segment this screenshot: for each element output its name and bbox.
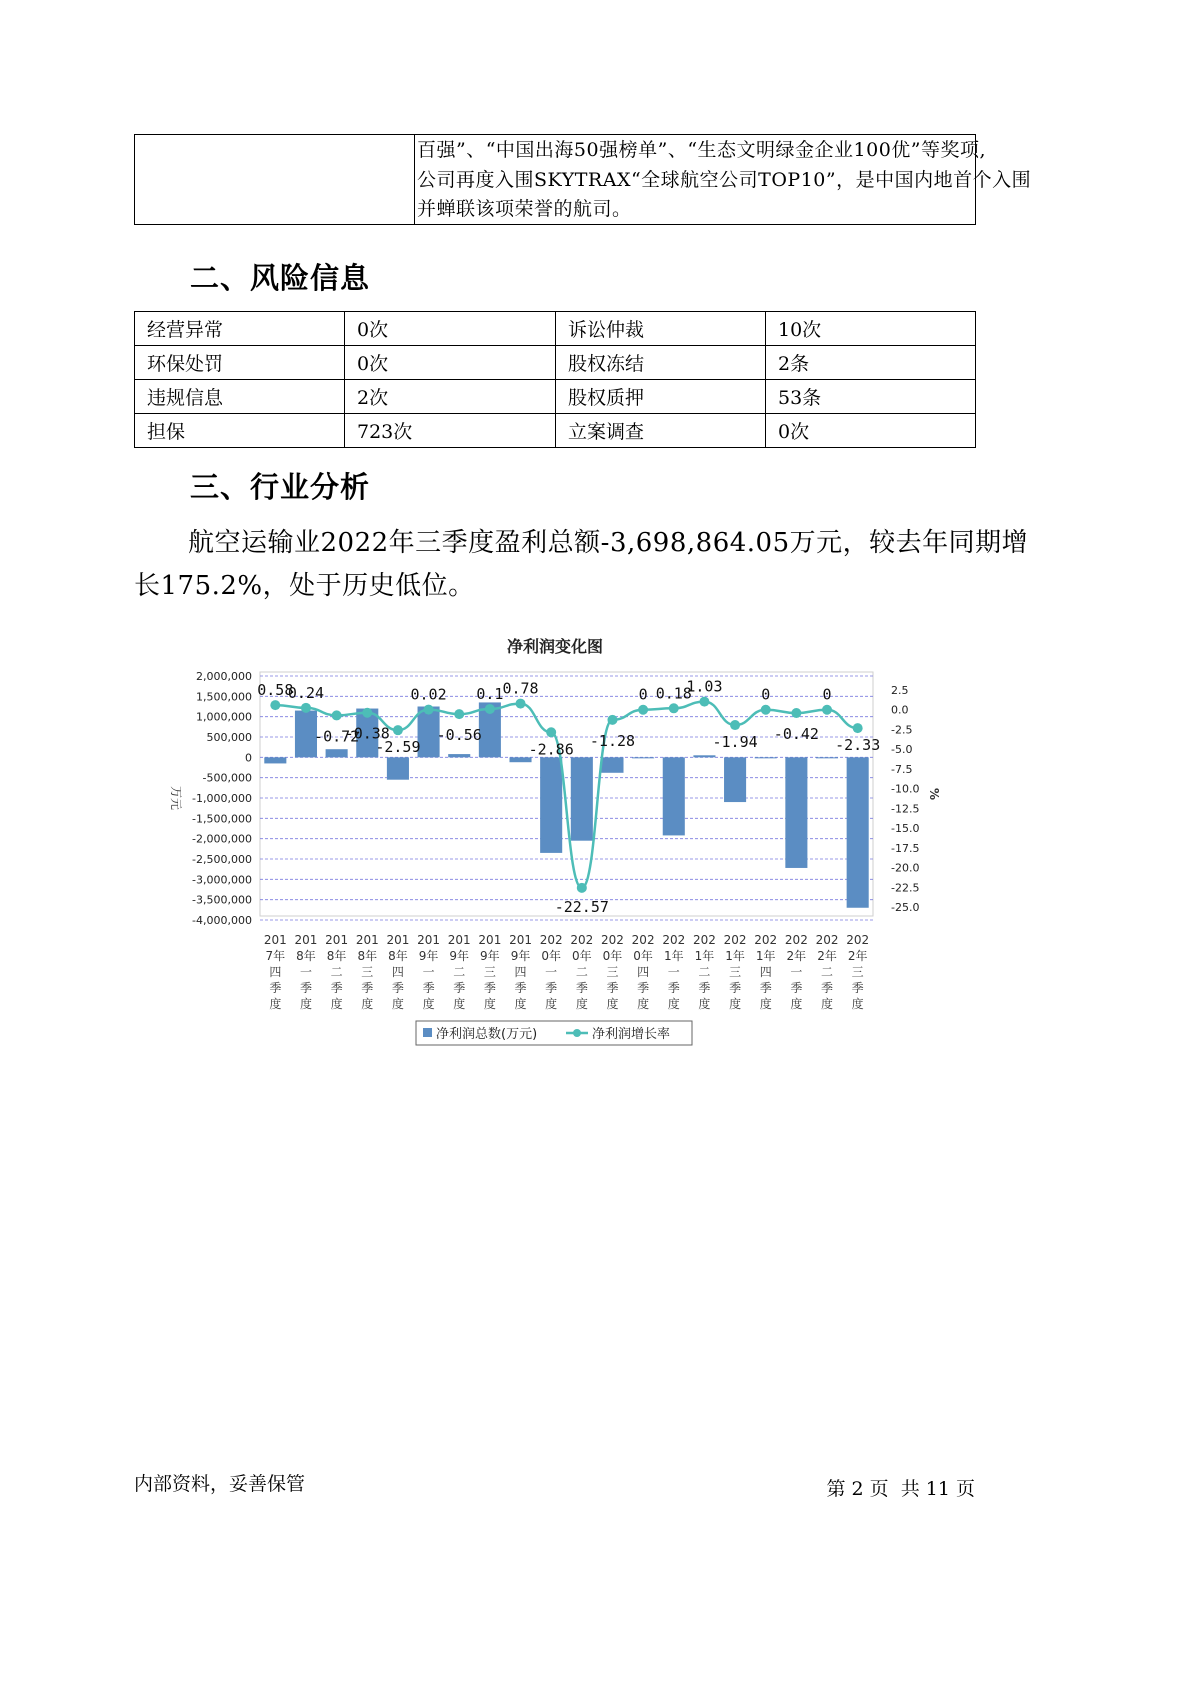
x-tick-label-line: 四 <box>637 965 650 979</box>
x-tick-label-line: 季 <box>790 981 803 995</box>
x-tick-label-line: 度 <box>821 997 834 1011</box>
x-tick-label-line: 度 <box>851 997 864 1011</box>
y2-axis-label: % <box>927 787 941 801</box>
y-tick-label: -2,000,000 <box>192 832 252 846</box>
x-tick-label-line: 季 <box>391 981 404 995</box>
line-data-label: 0 <box>822 685 832 704</box>
x-tick-label <box>540 933 563 1011</box>
x-tick-label <box>417 933 440 1011</box>
line-data-label: 0 <box>761 685 771 704</box>
bar <box>663 757 685 835</box>
bar <box>785 757 807 868</box>
line-data-label: -0.56 <box>436 726 482 745</box>
y2-tick-label: -17.5 <box>891 841 920 855</box>
x-tick-label <box>693 933 716 1011</box>
x-tick-label-line: 8年 <box>388 949 408 963</box>
line-data-label: 0.24 <box>287 683 325 702</box>
x-tick-label-line: 季 <box>698 981 711 995</box>
line-data-label: -2.86 <box>528 740 574 759</box>
y-tick-label: -3,500,000 <box>192 893 252 907</box>
x-tick-label-line: 季 <box>422 981 435 995</box>
risk-label: 经营异常 <box>135 312 345 346</box>
x-tick-label-line: 三 <box>606 965 619 979</box>
line-point <box>546 727 556 737</box>
y2-tick-label: 0.0 <box>891 703 909 717</box>
x-tick-label-line: 202 <box>539 933 563 947</box>
bar <box>755 757 777 758</box>
x-tick-label <box>632 933 655 1011</box>
y-tick-label: 2,000,000 <box>196 670 252 683</box>
footer-page-number: 第 2 页 共 11 页 <box>826 1478 975 1500</box>
x-tick-label-line: 度 <box>545 997 558 1011</box>
chart-legend <box>416 1021 692 1045</box>
x-tick-label <box>264 933 287 1011</box>
line-data-label: -0.38 <box>344 724 390 743</box>
y-tick-label: -3,000,000 <box>192 873 252 887</box>
x-tick-label-line: 三 <box>483 965 496 979</box>
line-point <box>853 723 863 733</box>
legend-bar-swatch <box>423 1028 432 1037</box>
plot-area <box>260 672 873 920</box>
y2-tick-label: -22.5 <box>891 881 920 895</box>
y2-tick-label: -20.0 <box>891 861 920 875</box>
line-point <box>607 715 617 725</box>
chart-title: 净利润变化图 <box>506 637 604 656</box>
risk-value: 53条 <box>766 380 976 414</box>
risk-label: 立案调查 <box>556 414 766 448</box>
x-tick-label-line: 季 <box>483 981 496 995</box>
x-tick-label-line: 季 <box>545 981 558 995</box>
x-tick-label-line: 201 <box>263 933 287 947</box>
x-tick-label-line: 201 <box>417 933 441 947</box>
x-tick-label-line: 季 <box>361 981 374 995</box>
risk-value: 0次 <box>345 312 556 346</box>
honors-table-text-cell <box>415 135 1032 225</box>
x-tick-label-line: 1年 <box>725 949 745 963</box>
x-tick-label-line: 度 <box>759 997 772 1011</box>
line-point <box>669 703 679 713</box>
x-tick-label-line: 202 <box>723 933 747 947</box>
x-tick-label-line: 度 <box>790 997 803 1011</box>
honors-line-1: 百强”、“中国出海50强榜单”、“生态文明绿金企业100优”等奖项, <box>417 139 987 161</box>
line-point <box>424 705 434 715</box>
x-tick-label-line: 2年 <box>786 949 807 963</box>
x-tick-label-line: 二 <box>575 965 588 979</box>
x-tick-label-line: 四 <box>759 965 772 979</box>
x-tick-label-line: 度 <box>575 997 588 1011</box>
x-tick-label-line: 季 <box>575 981 588 995</box>
x-tick-label-line: 季 <box>851 981 864 995</box>
x-tick-label-line: 8年 <box>296 949 316 963</box>
y2-tick-label: 2.5 <box>891 684 909 697</box>
bar <box>847 757 869 907</box>
x-tick-label-line: 7年 <box>265 949 286 963</box>
x-tick-label-line: 度 <box>330 997 343 1011</box>
y-tick-label: -1,000,000 <box>192 792 252 805</box>
x-tick-label-line: 度 <box>514 997 527 1011</box>
bar <box>693 755 715 757</box>
risk-label: 担保 <box>135 414 345 448</box>
x-tick-label-line: 度 <box>453 997 466 1011</box>
x-tick-label-line: 季 <box>514 981 527 995</box>
industry-paragraph-line-1: 航空运输业2022年三季度盈利总额-3,698,864.05万元，较去年同期增 <box>188 528 1029 558</box>
y2-tick-label: -2.5 <box>891 723 913 737</box>
industry-paragraph-line-2: 长175.2%，处于历史低位。 <box>134 571 475 601</box>
bar <box>326 749 348 757</box>
net-profit-chart <box>160 628 960 1058</box>
legend-line-label: 净利润增长率 <box>592 1027 671 1042</box>
y-tick-label: 1,000,000 <box>196 710 252 724</box>
x-tick-label-line: 二 <box>453 965 466 979</box>
risk-label: 股权冻结 <box>556 346 766 380</box>
risk-section-heading: 二、风险信息 <box>190 261 371 295</box>
x-tick-label-line: 202 <box>815 933 839 947</box>
x-tick-label-line: 9年 <box>418 949 439 963</box>
x-tick-label-line: 2年 <box>817 949 837 963</box>
line-point <box>699 697 709 707</box>
x-tick-label-line: 201 <box>325 933 349 947</box>
risk-row <box>135 380 976 414</box>
x-tick-label <box>478 933 501 1011</box>
risk-value: 2条 <box>766 346 976 380</box>
y-tick-label: -4,000,000 <box>192 914 252 927</box>
line-point <box>822 705 832 715</box>
line-data-label: -0.72 <box>314 727 360 746</box>
x-tick-label-line: 1年 <box>755 949 776 963</box>
bar <box>632 757 654 758</box>
risk-value: 2次 <box>345 380 556 414</box>
bar <box>264 757 286 763</box>
y-tick-label: -500,000 <box>202 771 252 785</box>
x-tick-label-line: 季 <box>667 981 680 995</box>
line-point <box>516 699 526 709</box>
risk-label: 诉讼仲裁 <box>556 312 766 346</box>
x-tick-label-line: 三 <box>361 965 374 979</box>
line-data-label: 0.1 <box>476 684 504 703</box>
honors-table <box>134 134 1032 225</box>
x-tick-label-line: 度 <box>637 997 650 1011</box>
bar <box>448 754 470 757</box>
x-tick-label-line: 一 <box>422 965 435 979</box>
x-tick-label-line: 季 <box>299 981 312 995</box>
x-tick-label-line: 二 <box>821 965 834 979</box>
bar <box>571 757 593 840</box>
x-tick-label-line: 季 <box>330 981 343 995</box>
line-point <box>730 720 740 730</box>
line-point <box>270 700 280 710</box>
y2-tick-label: -10.0 <box>891 782 920 796</box>
line-point <box>301 703 311 713</box>
x-tick-label <box>570 933 593 1011</box>
x-tick-label-line: 一 <box>790 965 803 979</box>
x-tick-label-line: 1年 <box>663 949 684 963</box>
x-tick-label-line: 0年 <box>633 949 653 963</box>
x-tick-label <box>448 933 471 1011</box>
x-tick-label-line: 季 <box>606 981 619 995</box>
x-tick-label-line: 度 <box>483 997 496 1011</box>
risk-value: 0次 <box>766 414 976 448</box>
line-data-label: -2.59 <box>375 738 421 757</box>
x-tick-label-line: 202 <box>846 933 870 947</box>
x-tick-label-line: 202 <box>631 933 655 947</box>
x-tick-label-line: 8年 <box>326 949 347 963</box>
x-tick-label-line: 202 <box>662 933 686 947</box>
risk-value: 0次 <box>345 346 556 380</box>
x-tick-label <box>662 933 685 1011</box>
line-point <box>332 710 342 720</box>
x-tick-label-line: 度 <box>299 997 312 1011</box>
line-data-label: -1.94 <box>712 733 758 752</box>
y2-tick-label: -25.0 <box>891 901 920 914</box>
line-data-label: -2.33 <box>835 736 881 755</box>
x-tick-label-line: 季 <box>453 981 466 995</box>
line-point <box>454 709 464 719</box>
x-tick-label-line: 0年 <box>541 949 561 963</box>
honors-table-empty-cell <box>135 135 415 225</box>
x-tick-label-line: 8年 <box>357 949 378 963</box>
y-axis <box>192 670 252 927</box>
legend-bar-label: 净利润总数(万元) <box>436 1027 538 1042</box>
x-tick-label-line: 三 <box>851 965 864 979</box>
x-tick-label-line: 度 <box>606 997 619 1011</box>
x-tick-label <box>386 933 409 1011</box>
line-point <box>393 725 403 735</box>
x-tick-label-line: 度 <box>667 997 680 1011</box>
y2-axis <box>891 684 919 914</box>
bar <box>816 757 838 758</box>
x-tick-label-line: 一 <box>545 965 558 979</box>
y-tick-label: 500,000 <box>206 731 252 744</box>
x-tick-label-line: 202 <box>601 933 624 947</box>
risk-row <box>135 312 976 346</box>
line-data-label: -1.28 <box>589 731 636 750</box>
legend-line-marker <box>573 1029 581 1037</box>
line-data-label: -22.57 <box>554 897 609 916</box>
risk-row <box>135 346 976 380</box>
x-tick-label-line: 202 <box>784 933 808 947</box>
risk-row <box>135 414 976 448</box>
risk-label: 环保处罚 <box>135 346 345 380</box>
x-tick-label-line: 9年 <box>510 949 531 963</box>
footer-confidential: 内部资料，妥善保管 <box>134 1473 306 1495</box>
x-tick-label-line: 0年 <box>572 949 592 963</box>
risk-value: 10次 <box>766 312 976 346</box>
line-data-label: 0.02 <box>410 685 447 704</box>
x-tick-label <box>356 933 379 1011</box>
y-tick-label: 1,500,000 <box>196 690 252 704</box>
risk-table <box>134 311 976 448</box>
x-tick-label <box>601 933 624 1011</box>
x-tick-label-line: 201 <box>294 933 318 947</box>
x-tick-label-line: 0年 <box>602 949 623 963</box>
line-point <box>791 708 801 718</box>
x-axis <box>264 933 869 1011</box>
line-data-label: 0.58 <box>257 681 294 700</box>
x-tick-label <box>724 933 747 1011</box>
bar <box>724 757 746 802</box>
honors-line-2: 公司再度入围SKYTRAX“全球航空公司TOP10”，是中国内地首个入围 <box>417 169 1032 191</box>
x-tick-label-line: 度 <box>698 997 711 1011</box>
y-tick-label: -1,500,000 <box>192 812 252 826</box>
x-tick-label-line: 度 <box>361 997 374 1011</box>
x-tick-label-line: 9年 <box>449 949 470 963</box>
x-tick-label <box>509 933 532 1011</box>
x-tick-label-line: 201 <box>447 933 471 947</box>
risk-label: 股权质押 <box>556 380 766 414</box>
line-point <box>362 708 372 718</box>
x-tick-label-line: 1年 <box>694 949 715 963</box>
y-axis-label: 万元 <box>169 785 183 811</box>
x-tick-label-line: 201 <box>355 933 379 947</box>
risk-value: 723次 <box>345 414 556 448</box>
x-tick-label-line: 9年 <box>480 949 500 963</box>
y2-tick-label: -5.0 <box>891 743 913 757</box>
x-tick-label-line: 三 <box>729 965 742 979</box>
x-tick-label-line: 度 <box>422 997 435 1011</box>
x-tick-label <box>325 933 348 1011</box>
x-tick-label-line: 2年 <box>847 949 868 963</box>
x-tick-label <box>785 933 808 1011</box>
x-tick-label-line: 201 <box>478 933 502 947</box>
x-tick-label-line: 201 <box>386 933 410 947</box>
y-tick-label: -2,500,000 <box>192 853 252 866</box>
line-data-label: 0.18 <box>655 684 692 703</box>
x-tick-label-line: 度 <box>269 997 282 1011</box>
x-tick-label-line: 季 <box>759 981 772 995</box>
line-data-label: -0.42 <box>773 725 819 744</box>
y2-tick-label: -15.0 <box>891 822 920 836</box>
x-tick-label <box>295 933 318 1011</box>
honors-line-3: 并蝉联该项荣誉的航司。 <box>417 198 632 220</box>
x-tick-label-line: 202 <box>754 933 778 947</box>
line-data-label: 0 <box>638 685 648 704</box>
x-tick-label-line: 季 <box>821 981 834 995</box>
bar <box>387 757 409 779</box>
x-tick-label-line: 四 <box>391 965 404 979</box>
x-tick-label-line: 四 <box>514 965 527 979</box>
x-tick-label-line: 201 <box>509 933 532 947</box>
x-tick-label-line: 度 <box>729 997 742 1011</box>
x-tick-label-line: 度 <box>391 997 404 1011</box>
x-tick-label-line: 202 <box>570 933 594 947</box>
x-tick-label-line: 四 <box>269 965 282 979</box>
risk-label: 违规信息 <box>135 380 345 414</box>
x-tick-label <box>816 933 839 1011</box>
line-point <box>485 704 495 714</box>
y2-tick-label: -7.5 <box>891 762 913 776</box>
x-tick-label-line: 季 <box>269 981 282 995</box>
x-tick-label-line: 季 <box>637 981 650 995</box>
line-data-label: 0.78 <box>502 679 539 698</box>
x-tick-label <box>754 933 777 1011</box>
bar <box>601 757 623 772</box>
x-tick-label-line: 202 <box>692 933 716 947</box>
x-tick-label-line: 季 <box>729 981 742 995</box>
x-tick-label-line: 一 <box>667 965 680 979</box>
line-point <box>577 883 587 893</box>
y-tick-label: 0 <box>245 751 252 765</box>
y2-tick-label: -12.5 <box>891 802 920 816</box>
line-data-label: 1.03 <box>686 677 723 696</box>
industry-section-heading: 三、行业分析 <box>190 470 371 504</box>
line-point <box>761 705 771 715</box>
bar <box>540 757 562 853</box>
x-tick-label-line: 二 <box>330 965 343 979</box>
x-tick-label-line: 二 <box>698 965 711 979</box>
line-point <box>638 705 648 715</box>
x-tick-label-line: 一 <box>299 965 312 979</box>
x-tick-label <box>846 933 869 1011</box>
